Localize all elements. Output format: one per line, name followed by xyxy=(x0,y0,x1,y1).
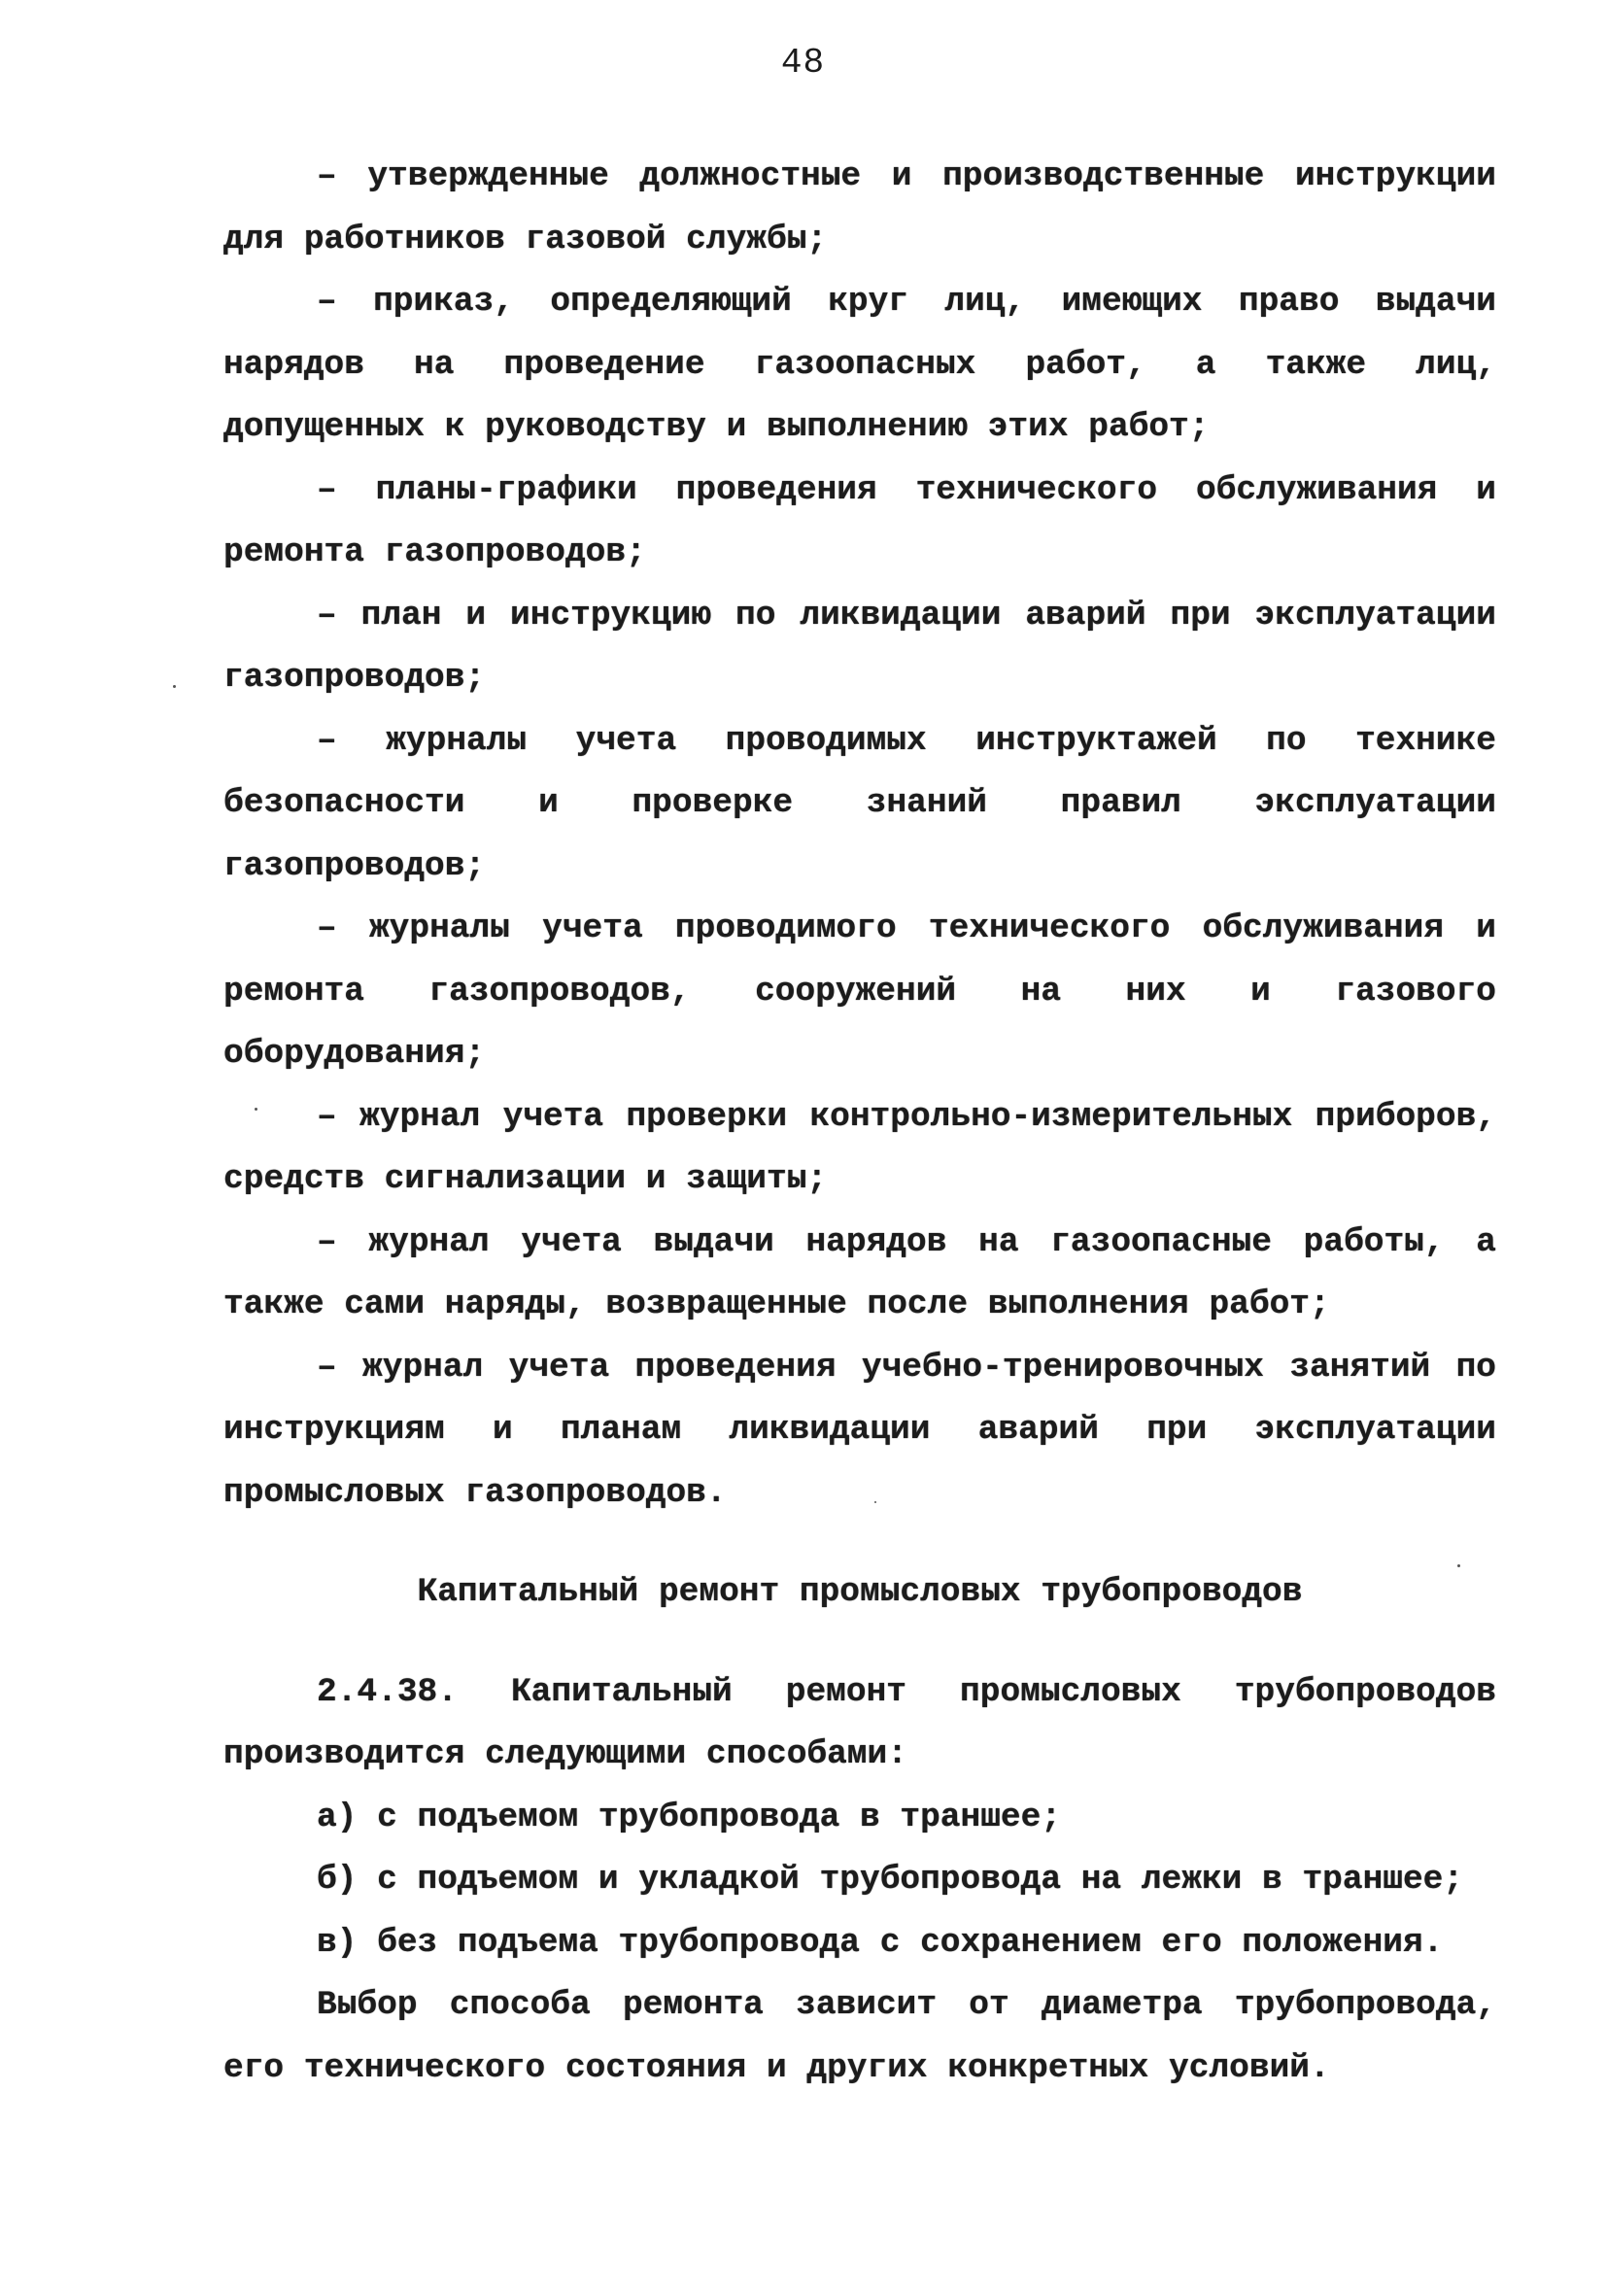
document-body xyxy=(223,146,1496,2100)
scan-speck xyxy=(255,1108,257,1111)
scan-speck xyxy=(1457,1564,1460,1567)
list-item: б) с подъемом и укладкой трубопровода на лежки в траншее; xyxy=(317,1861,1464,1899)
paragraph-job-instructions: – утвержденные должностные и производственные инструкции для работников газовой службы; xyxy=(223,157,1496,258)
list-item: а) с подъемом трубопровода в траншее; xyxy=(317,1798,1062,1836)
paragraph-maintenance-schedules: – планы-графики проведения технического обслуживания и ремонта газопроводов; xyxy=(223,470,1496,571)
section-conclusion: Выбор способа ремонта зависит от диаметра трубопровода, его технического состояния и других конкретных условий. xyxy=(223,1986,1496,2087)
paragraph-training-log: – журнал учета проведения учебно-тренировочных занятий по инструкциям и планам ликвидации аварий при эксплуатации промысловых газопроводов. xyxy=(223,1348,1496,1512)
paragraph-order-permits: – приказ, определяющий круг лиц, имеющих право выдачи нарядов на проведение газоопасных работ, а также лиц, допущенных к руководству и выполнению этих работ; xyxy=(223,283,1496,446)
section-intro: 2.4.38. Капитальный ремонт промысловых трубопроводов производится следующими способами: xyxy=(223,1672,1496,1773)
paragraph-accident-plan: – план и инструкцию по ликвидации аварий при эксплуатации газопроводов; xyxy=(223,596,1496,697)
list-item: в) без подъема трубопровода с сохранением его положения. xyxy=(317,1923,1444,1962)
scan-speck xyxy=(874,1501,876,1503)
paragraph-maintenance-logs: – журналы учета проводимого технического обслуживания и ремонта газопроводов, сооружений на них и газового оборудования; xyxy=(223,909,1496,1073)
paragraph-permit-issue-log: – журнал учета выдачи нарядов на газоопасные работы, а также сами наряды, возвращенные после выполнения работ; xyxy=(223,1222,1496,1323)
paragraph-instrument-check-log: – журнал учета проверки контрольно-измерительных приборов, средств сигнализации и защиты; xyxy=(223,1097,1496,1198)
section-title: Капитальный ремонт промысловых трубопроводов xyxy=(417,1573,1303,1611)
page-number: 48 xyxy=(780,43,826,83)
scan-speck xyxy=(173,685,176,688)
paragraph-safety-briefing-logs: – журналы учета проводимых инструктажей по технике безопасности и проверке знаний правил эксплуатации газопроводов; xyxy=(223,721,1496,885)
